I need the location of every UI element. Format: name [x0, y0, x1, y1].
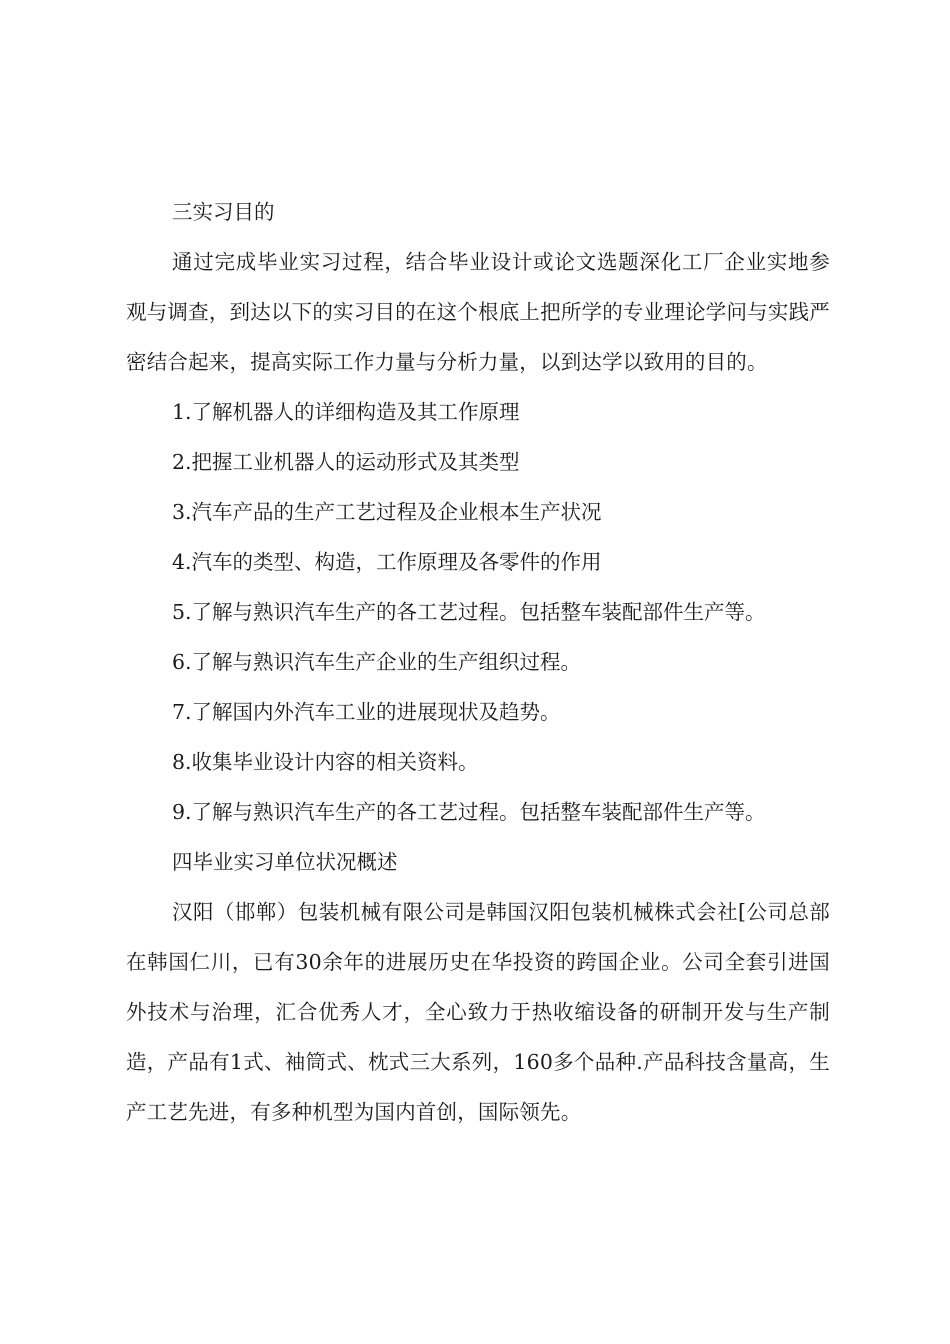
list-item-5: 5.了解与熟识汽车生产的各工艺过程。包括整车装配部件生产等。 — [172, 600, 766, 624]
list-item-8: 8.收集毕业设计内容的相关资料。 — [172, 750, 479, 774]
list-item-1: 1.了解机器人的详细构造及其工作原理 — [172, 400, 520, 424]
list-item-6: 6.了解与熟识汽车生产企业的生产组织过程。 — [172, 650, 582, 674]
list-item-3: 3.汽车产品的生产工艺过程及企业根本生产状况 — [172, 500, 602, 524]
list-item-4: 4.汽车的类型、构造，工作原理及各零件的作用 — [172, 550, 602, 574]
intro-paragraph: 通过完成毕业实习过程，结合毕业设计或论文选题深化工厂企业实地参观与调查，到达以下的实习目的在这个根底上把所学的专业理论学问与实践严密结合起来，提高实际工作力量与分析力量，以到达学以致用的目的。 — [126, 250, 830, 374]
section-heading-unit: 四毕业实习单位状况概述 — [172, 850, 398, 874]
list-item-2: 2.把握工业机器人的运动形式及其类型 — [172, 450, 520, 474]
section-heading-purpose: 三实习目的 — [172, 200, 275, 224]
list-item-7: 7.了解国内外汽车工业的进展现状及趋势。 — [172, 700, 561, 724]
document-body — [126, 187, 830, 1137]
company-paragraph: 汉阳（邯郸）包装机械有限公司是韩国汉阳包装机械株式会社[公司总部在韩国仁川，已有30余年的进展历史在华投资的跨国企业。公司全套引进国外技术与治理，汇合优秀人才，全心致力于热收缩设备的研制开发与生产制造，产品有1式、袖筒式、枕式三大系列，160多个品种.产品科技含量高，生产工艺先进，有多种机型为国内首创，国际领先。 — [126, 900, 830, 1124]
list-item-9: 9.了解与熟识汽车生产的各工艺过程。包括整车装配部件生产等。 — [172, 800, 766, 824]
